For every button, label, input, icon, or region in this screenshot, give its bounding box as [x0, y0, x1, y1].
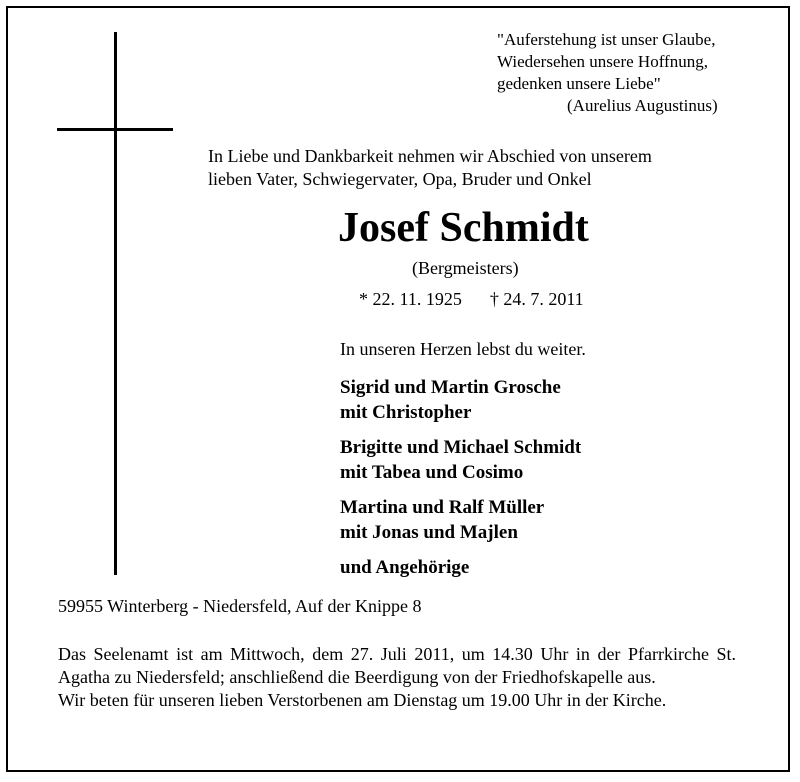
mourners-list — [340, 375, 670, 590]
service-paragraph-2: Wir beten für unseren lieben Verstorbenen am Dienstag um 19.00 Uhr in der Kirche. — [58, 690, 667, 710]
mourner-group — [340, 375, 670, 425]
quote-line: Wiedersehen unsere Hoffnung, — [497, 52, 708, 71]
mourner-group — [340, 435, 670, 485]
death-date: † 24. 7. 2011 — [489, 289, 584, 309]
address: 59955 Winterberg - Niedersfeld, Auf der Knippe 8 — [58, 596, 422, 616]
intro-line-1: In Liebe und Dankbarkeit nehmen wir Abschied von unserem — [208, 146, 652, 166]
motto: In unseren Herzen lebst du weiter. — [340, 339, 586, 359]
mourner-group — [340, 555, 670, 580]
service-info — [58, 643, 736, 712]
deceased-name: Josef Schmidt — [338, 205, 589, 251]
service-paragraph-1: Das Seelenamt ist am Mittwoch, dem 27. Juli 2011, um 14.30 Uhr in der Pfarrkirche St. Agatha zu Niedersfeld; anschließend die Beerdigung von der Friedhofskapelle aus. — [58, 644, 736, 687]
deceased-nickname: (Bergmeisters) — [412, 258, 519, 278]
mourner-line: Brigitte und Michael Schmidt — [340, 437, 582, 458]
intro-text — [208, 145, 768, 191]
mourner-line: Martina und Ralf Müller — [340, 497, 545, 518]
life-dates — [359, 288, 584, 310]
intro-line-2: lieben Vater, Schwiegervater, Opa, Bruder und Onkel — [208, 169, 592, 189]
birth-date: * 22. 11. 1925 — [359, 289, 462, 309]
cross-icon-horizontal — [57, 128, 173, 131]
mourner-line: Sigrid und Martin Grosche — [340, 377, 561, 398]
mourner-line: mit Tabea und Cosimo — [340, 462, 524, 483]
mourner-line: mit Christopher — [340, 402, 472, 423]
quote-author: (Aurelius Augustinus) — [567, 96, 718, 115]
quote-line: "Auferstehung ist unser Glaube, — [497, 30, 716, 49]
quote-line: gedenken unsere Liebe" — [497, 74, 661, 93]
quote-block — [497, 29, 777, 117]
cross-icon-vertical — [114, 32, 117, 575]
mourner-line: mit Jonas und Majlen — [340, 522, 518, 543]
mourner-line: und Angehörige — [340, 557, 470, 578]
mourner-group — [340, 495, 670, 545]
